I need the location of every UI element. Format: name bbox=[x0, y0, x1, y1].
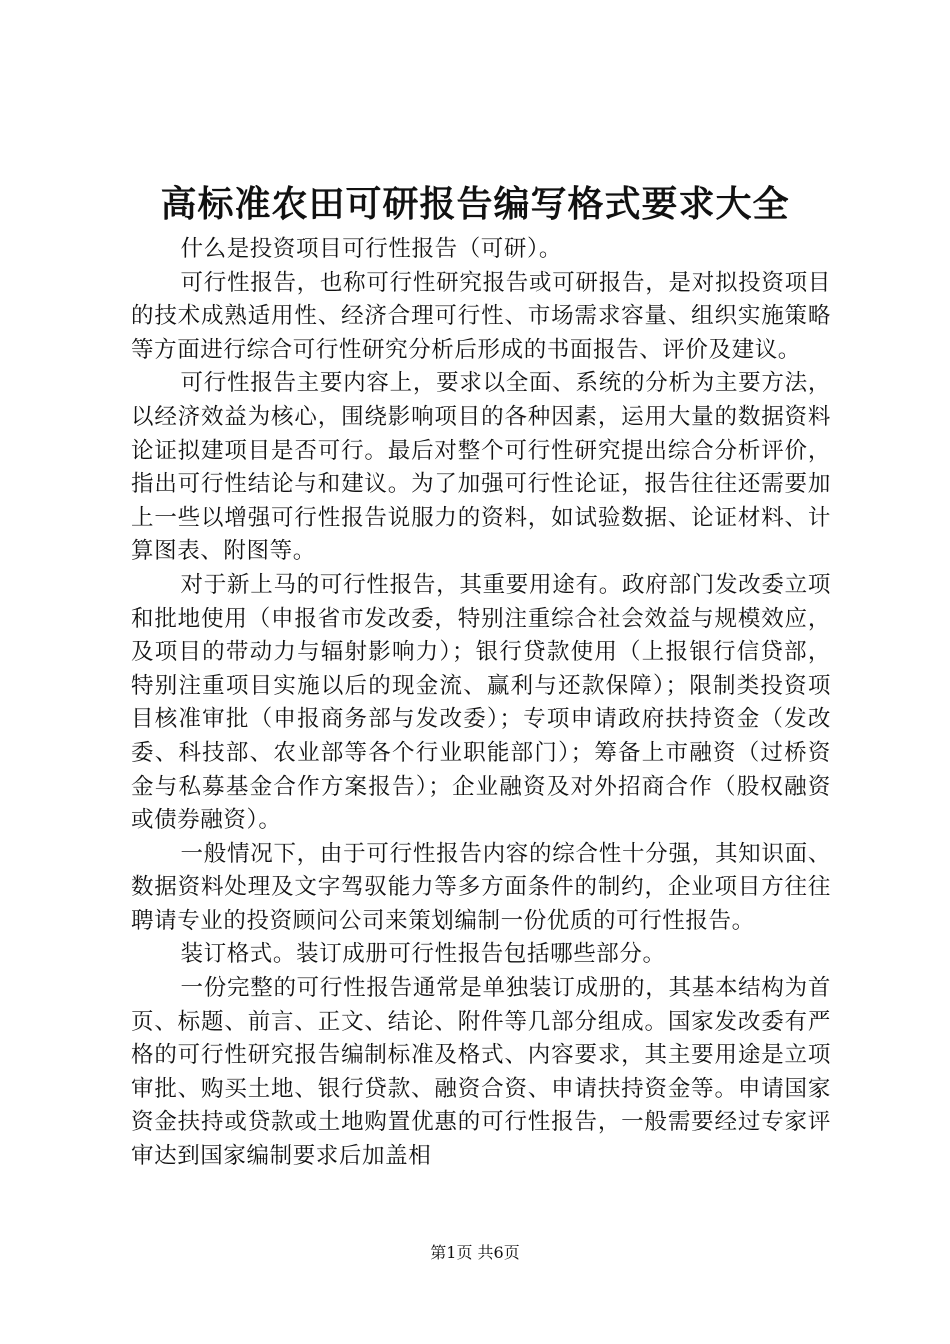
document-title: 高标准农田可研报告编写格式要求大全 bbox=[160, 183, 790, 225]
paragraph-main-content: 可行性报告主要内容上，要求以全面、系统的分析为主要方法，以经济效益为核心，围绕影响项目的各种因素，运用大量的数据资料论证拟建项目是否可行。最后对整个可行性研究提出综合分析评价，指出可行性结论与和建议。为了加强可行性论证，报告往往还需要加上一些以增强可行性报告说服力的资料，如试验数据、论证材料、计算图表、附图等。 bbox=[131, 370, 831, 565]
document-body bbox=[131, 233, 831, 1174]
paragraph-binding-format: 装订格式。装订成册可行性报告包括哪些部分。 bbox=[180, 941, 666, 968]
page-number-footer: 第1页 共6页 bbox=[430, 1243, 520, 1262]
paragraph-uses: 对于新上马的可行性报告，其重要用途有。政府部门发改委立项和批地使用（申报省市发改委，特别注重综合社会效益与规模效应，及项目的带动力与辐射影响力）；银行贷款使用（上报银行信贷部，特别注重项目实施以后的现金流、赢利与还款保障）；限制类投资项目核准审批（申报商务部与发改委）；专项申请政府扶持资金（发改委、科技部、农业部等各个行业职能部门）；筹备上市融资（过桥资金与私募基金合作方案报告）；企业融资及对外招商合作（股权融资或债券融资）。 bbox=[131, 571, 831, 834]
paragraph-consulting: 一般情况下，由于可行性报告内容的综合性十分强，其知识面、数据资料处理及文字驾驭能力等多方面条件的制约，企业项目方往往聘请专业的投资顾问公司来策划编制一份优质的可行性报告。 bbox=[131, 840, 831, 934]
paragraph-what-is-feasibility-report: 什么是投资项目可行性报告（可研）。 bbox=[180, 236, 562, 262]
paragraph-structure: 一份完整的可行性报告通常是单独装订成册的，其基本结构为首页、标题、前言、正文、结论、附件等几部分组成。国家发改委有严格的可行性研究报告编制标准及格式、内容要求，其主要用途是立项审批、购买土地、银行贷款、融资合资、申请扶持资金等。申请国家资金扶持或贷款或土地购置优惠的可行性报告，一般需要经过专家评审达到国家编制要求后加盖相 bbox=[131, 975, 831, 1170]
paragraph-definition: 可行性报告，也称可行性研究报告或可研报告，是对拟投资项目的技术成熟适用性、经济合理可行性、市场需求容量、组织实施策略等方面进行综合可行性研究分析后形成的书面报告、评价及建议。 bbox=[131, 269, 831, 363]
